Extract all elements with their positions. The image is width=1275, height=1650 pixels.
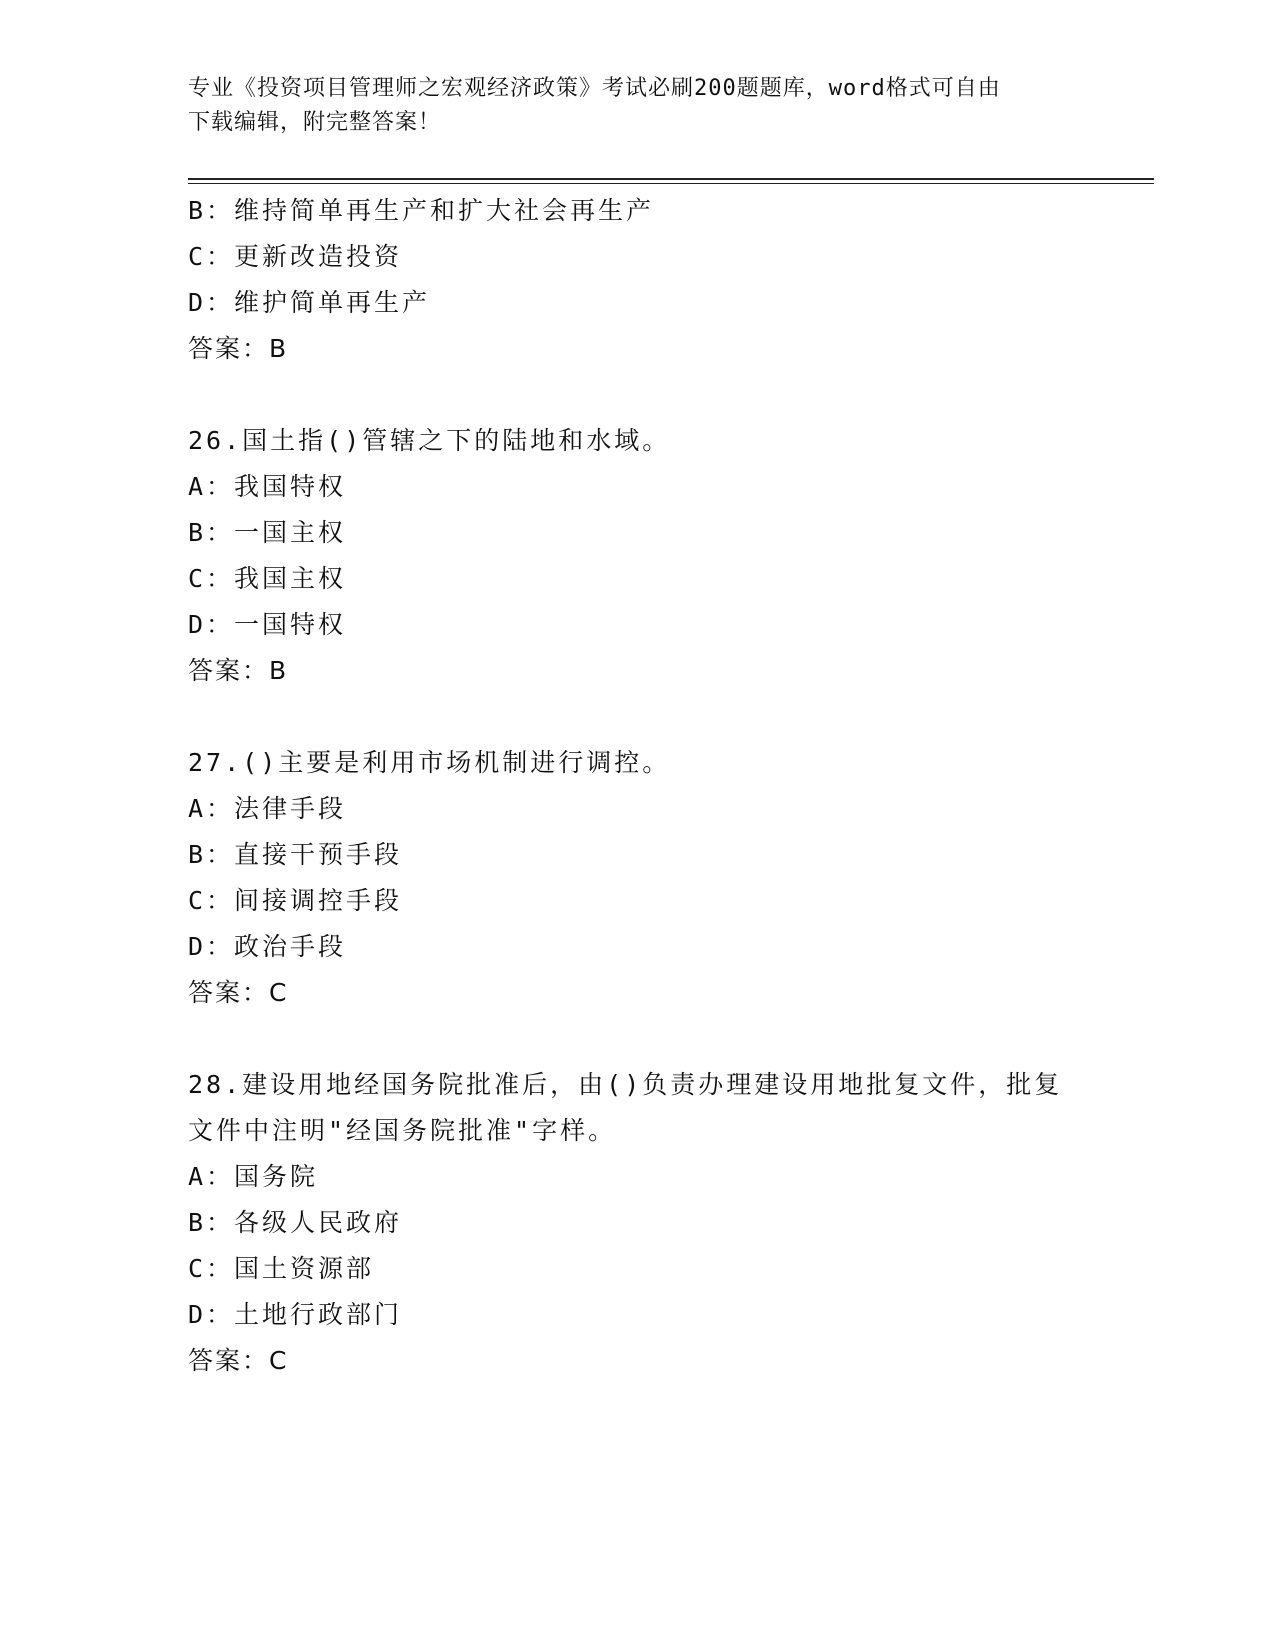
header-divider-thin [188,183,1154,184]
question-stem-line-1: 28.建设用地经国务院批准后，由()负责办理建设用地批复文件，批复 [188,1070,1063,1099]
question-27 [188,740,1088,1016]
answer-line: 答案：C [188,1346,289,1375]
answer-line: 答案：B [188,656,289,685]
option-d: D：政治手段 [188,932,347,961]
option-a: A：法律手段 [188,794,347,823]
header-line-1: 专业《投资项目管理师之宏观经济政策》考试必刷200题题库，word格式可自由 [188,76,1001,101]
option-b: B：一国主权 [188,518,347,547]
header-divider-thick [188,178,1154,180]
question-stem: 26.国土指()管辖之下的陆地和水域。 [188,426,671,455]
option-b: B：各级人民政府 [188,1208,403,1237]
question-stem-line-2: 文件中注明"经国务院批准"字样。 [188,1116,617,1145]
option-b: B：维持简单再生产和扩大社会再生产 [188,196,655,225]
previous-question-continuation [188,188,1088,372]
question-28 [188,1062,1088,1384]
option-c: C：国土资源部 [188,1254,375,1283]
answer-line: 答案：B [188,334,289,363]
question-26 [188,418,1088,694]
option-d: D：一国特权 [188,610,347,639]
spacer [188,1016,1088,1062]
answer-line: 答案：C [188,978,289,1007]
spacer [188,694,1088,740]
option-d: D：维护简单再生产 [188,288,431,317]
option-a: A：我国特权 [188,472,347,501]
question-list [188,188,1088,1384]
question-stem: 27.()主要是利用市场机制进行调控。 [188,748,671,777]
document-header [188,72,1068,140]
option-c: C：更新改造投资 [188,242,403,271]
header-line-2: 下载编辑，附完整答案！ [188,110,442,135]
spacer [188,372,1088,418]
option-b: B：直接干预手段 [188,840,403,869]
option-c: C：我国主权 [188,564,347,593]
option-a: A：国务院 [188,1162,319,1191]
option-c: C：间接调控手段 [188,886,403,915]
option-d: D：土地行政部门 [188,1300,403,1329]
